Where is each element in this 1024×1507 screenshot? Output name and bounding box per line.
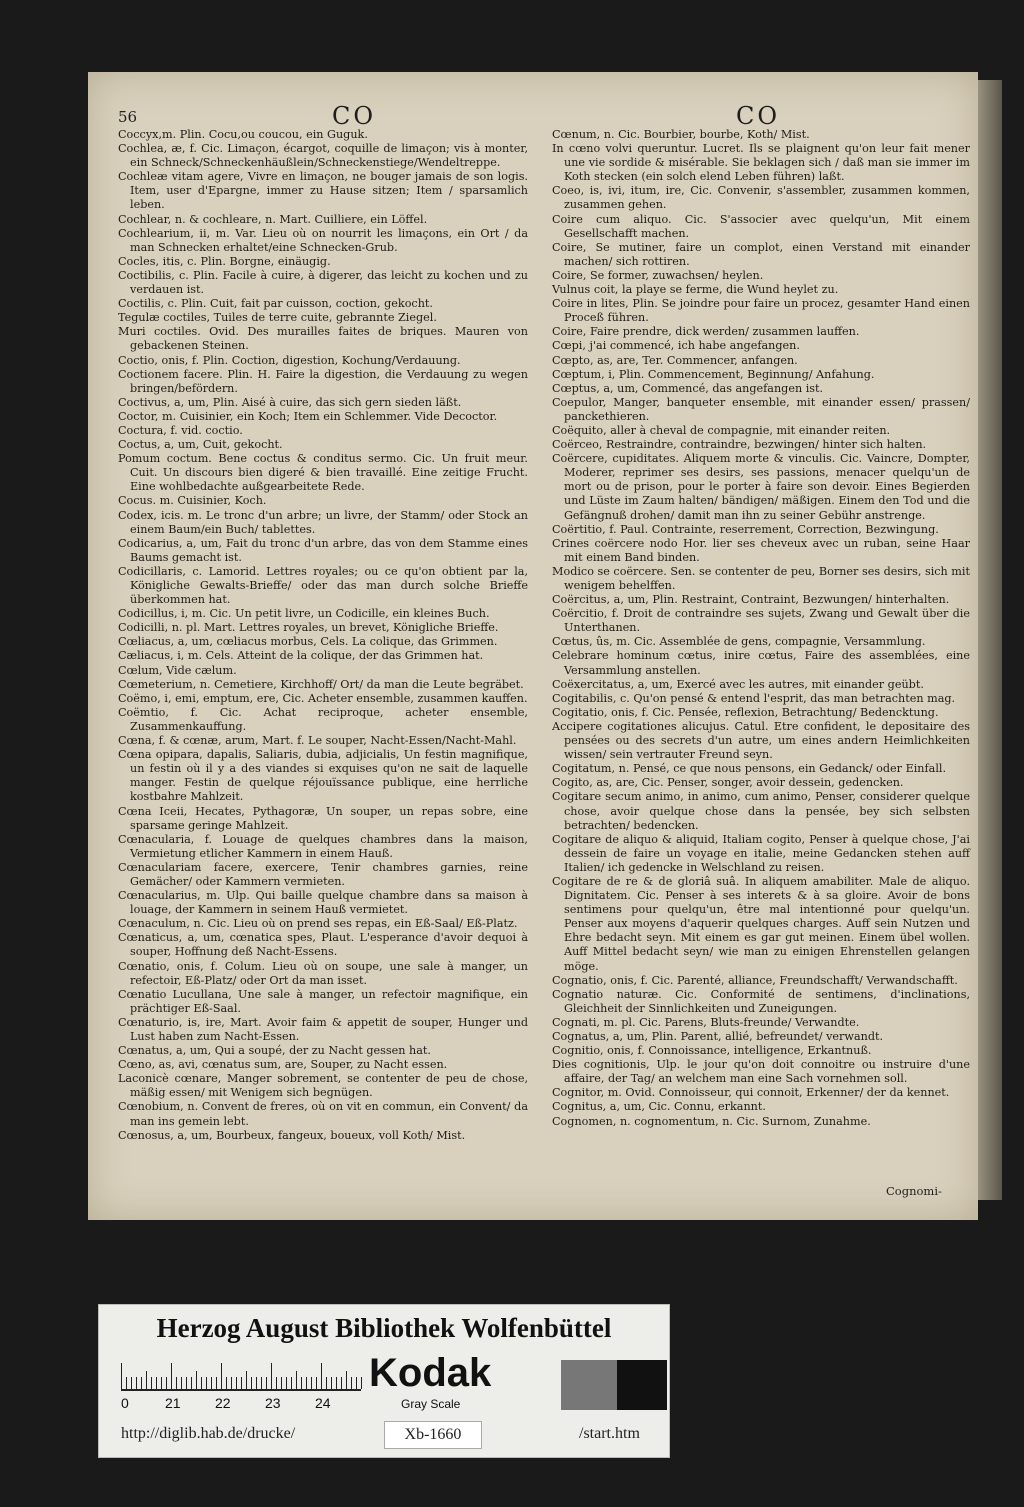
ruler-tick [256, 1377, 257, 1389]
ruler-tick [166, 1377, 167, 1389]
dictionary-entry: Coepulor, Manger, banqueter ensemble, mit einander essen/ prassen/ panckethieren. [552, 395, 970, 423]
ruler-tick [236, 1377, 237, 1389]
left-column [118, 128, 528, 1143]
ruler-tick [286, 1377, 287, 1389]
ruler-tick [296, 1371, 297, 1389]
dictionary-entry: Coërtitio, f. Paul. Contrainte, reserrement, Correction, Bezwingung. [552, 522, 939, 536]
dictionary-entry: Coctio, onis, f. Plin. Coction, digestion, Kochung/Verdauung. [118, 353, 461, 367]
dictionary-entry: Cognatus, a, um, Plin. Parent, allié, befreundet/ verwandt. [552, 1030, 884, 1043]
dictionary-entry: Coërceo, Restraindre, contraindre, bezwingen/ hinter sich halten. [552, 438, 927, 452]
dictionary-entry: Cœnaturio, is, ire, Mart. Avoir faim & appetit de souper, Hunger und Lust haben zum Nacht-Essen. [118, 1015, 528, 1043]
dictionary-entry: Cœliacus, a, um, cœliacus morbus, Cels. La colique, das Grimmen. [118, 635, 498, 649]
ruler-tick [176, 1377, 177, 1389]
dictionary-entry: Cochlear, n. & cochleare, n. Mart. Cuilliere, ein Löffel. [118, 212, 428, 226]
kodak-logo: Kodak [369, 1351, 492, 1395]
dictionary-entry: Cognatio naturæ. Cic. Conformité de sentimens, d'inclinations, Gleichheit der Sinnlichkeiten und Zuneigungen. [552, 987, 970, 1015]
dictionary-entry: Cognitor, m. Ovid. Connoisseur, qui connoit, Erkenner/ der da kennet. [552, 1086, 950, 1100]
dictionary-entry: Cochlearium, ii, m. Var. Lieu où on nourrit les limaçons, ein Ort / da man Schnecken erhaltet/eine Schnecken-Grub. [118, 226, 528, 254]
dictionary-entry: Cœlum, Vide cælum. [118, 663, 237, 677]
ruler-tick [316, 1377, 317, 1389]
dictionary-entry: Dies cognitionis, Ulp. le jour qu'on doit connoitre ou instruire d'une affaire, der Tag/ an welchem man eine Sach vornehmen soll. [552, 1058, 970, 1086]
dictionary-entry: Cochlea, æ, f. Cic. Limaçon, écargot, coquille de limaçon; vis à monter, ein Schneck/Schneckenhäußlein/Schneckenstiege/Wendeltreppe. [118, 142, 528, 170]
dictionary-entry: Coërcitio, f. Droit de contraindre ses sujets, Zwang und Gewalt über die Unterthanen. [552, 607, 970, 635]
dictionary-entry: Cognitus, a, um, Cic. Connu, erkannt. [552, 1100, 766, 1114]
scale-number: 23 [265, 1395, 281, 1411]
ruler-tick [241, 1377, 242, 1389]
ruler-tick [196, 1371, 197, 1389]
right-column [552, 128, 970, 1129]
dictionary-entry: Vulnus coit, la playe se ferme, die Wund heylet zu. [552, 283, 839, 297]
dictionary-entry: Cœnacularius, m. Ulp. Qui baille quelque chambre dans sa maison à louage, der Kammern in seinem Hauß vermietet. [118, 889, 528, 917]
dictionary-entry: Coeo, is, ivi, itum, ire, Cic. Convenir, s'assembler, zusammen kommen, zusammen gehen. [552, 184, 970, 212]
dictionary-entry: Coire cum aliquo. Cic. S'associer avec quelqu'un, Mit einem Gesellschafft machen. [552, 212, 970, 240]
dictionary-entry: Coërcitus, a, um, Plin. Restraint, Contraint, Bezwungen/ hinterhalten. [552, 593, 950, 607]
dictionary-entry: Cœnobium, n. Convent de freres, où on vit en commun, ein Convent/ da man ins gemein lebt. [118, 1100, 528, 1128]
dictionary-entry: Cœnatio, onis, f. Colum. Lieu où on soupe, une sale à manger, un refectoir, Eß-Platz/ oder Ort da man isset. [118, 959, 528, 987]
dictionary-entry: Cocus. m. Cuisinier, Koch. [118, 494, 267, 508]
dictionary-entry: Coire in lites, Plin. Se joindre pour faire un procez, gesamter Hand einen Proceß führen. [552, 297, 970, 325]
dictionary-entry: Crines coërcere nodo Hor. lier ses cheveux avec un ruban, seine Haar mit einem Band binden. [552, 536, 970, 564]
dictionary-entry: Coccyx,m. Plin. Cocu,ou coucou, ein Guguk. [118, 128, 368, 141]
ruler-tick [336, 1377, 337, 1389]
dictionary-entry: Cocles, itis, c. Plin. Borgne, einäugig. [118, 254, 331, 268]
running-head-left: CO [332, 102, 377, 130]
dictionary-entry: Coëquito, aller à cheval de compagnie, mit einander reiten. [552, 423, 891, 437]
ruler-tick [181, 1377, 182, 1389]
ruler-tick [136, 1377, 137, 1389]
dictionary-entry: Cœnaticus, a, um, cœnatica spes, Plaut. L'esperance d'avoir dequoi à souper, Hoffnung deß Nacht-Essens. [118, 931, 528, 959]
ruler-tick [126, 1377, 127, 1389]
ruler-tick [211, 1377, 212, 1389]
dictionary-entry: Cognitio, onis, f. Connoissance, intelligence, Erkantnuß. [552, 1044, 872, 1058]
dictionary-entry: Codicilli, n. pl. Mart. Lettres royales, un brevet, Königliche Brieffe. [118, 621, 499, 635]
dictionary-entry: Modico se coërcere. Sen. se contenter de peu, Borner ses desirs, sich mit wenigem behelffen. [552, 564, 970, 592]
ruler-tick [276, 1377, 277, 1389]
ruler-tick [186, 1377, 187, 1389]
ruler-tick [146, 1371, 147, 1389]
ruler-tick [216, 1377, 217, 1389]
ruler-tick [356, 1377, 357, 1389]
scale-number: 22 [215, 1395, 231, 1411]
dictionary-entry: Cæliacus, i, m. Cels. Atteint de la colique, der das Grimmen hat. [118, 649, 484, 663]
ruler-tick [226, 1377, 227, 1389]
dictionary-entry: Cœptus, a, um, Commencé, das angefangen ist. [552, 381, 824, 395]
dictionary-entry: Cœptum, i, Plin. Commencement, Beginnung/ Anfahung. [552, 367, 875, 381]
shelfmark-label: Xb-1660 [384, 1421, 482, 1449]
dictionary-entry: Coire, Se former, zuwachsen/ heylen. [552, 268, 764, 282]
ruler-tick [251, 1377, 252, 1389]
dictionary-entry: Cœnatus, a, um, Qui a soupé, der zu Nacht gessen hat. [118, 1044, 431, 1058]
dictionary-entry: Codex, icis. m. Le tronc d'un arbre; un livre, der Stamm/ oder Stock an einem Baum/ein Buch/ tablettes. [118, 508, 528, 536]
ruler-tick [161, 1377, 162, 1389]
dictionary-entry: Tegulæ coctiles, Tuiles de terre cuite, gebrannte Ziegel. [118, 311, 437, 325]
dictionary-entry: Cogitatum, n. Pensé, ce que nous pensons, ein Gedanck/ oder Einfall. [552, 762, 947, 776]
ruler-tick [306, 1377, 307, 1389]
ruler-tick [351, 1377, 352, 1389]
ruler-tick [331, 1377, 332, 1389]
url-left: http://diglib.hab.de/drucke/ [121, 1425, 296, 1442]
dictionary-entry: Cœnacularia, f. Louage de quelques chambres dans la maison, Vermietung etlicher Kammern in einem Hauß. [118, 832, 528, 860]
ruler-tick [171, 1363, 172, 1389]
dictionary-entry: Codicillus, i, m. Cic. Un petit livre, un Codicille, ein kleines Buch. [118, 607, 490, 621]
dictionary-entry: Coctura, f. vid. coctio. [118, 423, 243, 437]
dictionary-entry: Cogito, as, are, Cic. Penser, songer, avoir dessein, gedencken. [552, 776, 904, 790]
dictionary-entry: Cœna, f. & cœnæ, arum, Mart. f. Le souper, Nacht-Essen/Nacht-Mahl. [118, 734, 517, 748]
dictionary-entry: Codicarius, a, um, Fait du tronc d'un arbre, das von dem Stamme eines Baums gemacht ist. [118, 536, 528, 564]
library-name: Herzog August Bibliothek Wolfenbüttel [156, 1313, 612, 1343]
ruler-tick [341, 1377, 342, 1389]
ruler-tick [301, 1377, 302, 1389]
ruler-tick [131, 1377, 132, 1389]
gray-swatch [561, 1360, 617, 1410]
ruler-tick [121, 1363, 122, 1389]
ruler-tick [346, 1371, 347, 1389]
color-target-card [98, 1304, 670, 1458]
dictionary-entry: Cœnatio Lucullana, Une sale à manger, un refectoir magnifique, ein prächtiger Eß-Saal. [118, 987, 528, 1015]
ruler-tick [266, 1377, 267, 1389]
running-head-right: CO [736, 102, 781, 130]
ruler-tick [326, 1377, 327, 1389]
dictionary-entry: Muri coctiles. Ovid. Des murailles faites de briques. Mauren von gebackenen Steinen. [118, 325, 528, 353]
dictionary-entry: Cœna Iceii, Hecates, Pythagoræ, Un souper, un repas sobre, eine sparsame geringe Mahlzeit. [118, 804, 528, 832]
dictionary-entry: Cogitare de re & de gloriâ suâ. In aliquem amabiliter. Male de aliquo. Dignitatem. Cic. Penser à ses interets & à sa gloire. Avoir de bons sentimens pour quelqu'un, être mal intentionné pour quelqu'un. Penser aux moyens d'aquerir quelques charges. Auff sein Nutzen und Ehre bedacht seyn. Mit einem es gar gut meinen. Einem übel wollen. Auff Mittel bedacht seyn/ wie man zu einigen Ehrenstellen gelangen möge. [552, 874, 970, 973]
dictionary-entry: Laconicè cœnare, Manger sobrement, se contenter de peu de chose, mäßig essen/ mit Wenigem sich begnügen. [118, 1072, 528, 1100]
ruler-tick [311, 1377, 312, 1389]
ruler-tick [191, 1377, 192, 1389]
dictionary-entry: Cœpto, as, are, Ter. Commencer, anfangen. [552, 353, 798, 367]
dictionary-entry: Cogitatio, onis, f. Cic. Pensée, reflexion, Betrachtung/ Bedencktung. [552, 705, 939, 719]
dictionary-entry: Cognati, m. pl. Cic. Parens, Bluts-freunde/ Verwandte. [552, 1015, 860, 1029]
dictionary-entry: Coctor, m. Cuisinier, ein Koch; Item ein Schlemmer. Vide Decoctor. [118, 409, 498, 423]
ruler-tick [141, 1377, 142, 1389]
dictionary-entry: Celebrare hominum cœtus, inire cœtus, Faire des assemblées, eine Versammlung anstellen. [552, 649, 970, 677]
ruler-tick [231, 1377, 232, 1389]
dictionary-entry: Coëxercitatus, a, um, Exercé avec les autres, mit einander geübt. [552, 677, 924, 691]
dictionary-entry: Cœnosus, a, um, Bourbeux, fangeux, boueux, voll Koth/ Mist. [118, 1128, 466, 1142]
dictionary-entry: Cognomen, n. cognomentum, n. Cic. Surnom, Zunahme. [552, 1114, 871, 1128]
dictionary-entry: Cœnaculariam facere, exercere, Tenir chambres garnies, reine Gemächer/ oder Kammern vermieten. [118, 860, 528, 888]
dictionary-entry: Cœtus, ûs, m. Cic. Assemblée de gens, compagnie, Versammlung. [552, 635, 926, 649]
ruler-scale [121, 1363, 361, 1391]
dictionary-entry: Cœno, as, avi, cœnatus sum, are, Souper, zu Nacht essen. [118, 1058, 448, 1072]
page-number: 56 [118, 108, 138, 126]
scale-number: 24 [315, 1395, 331, 1411]
dictionary-entry: Cochleæ vitam agere, Vivre en limaçon, ne bouger jamais de son logis. Item, user d'Epargne, immer zu Hause sitzen; Item / sparsamlich leben. [118, 170, 528, 212]
dictionary-entry: Coctivus, a, um, Plin. Aisé à cuire, das sich gern sieden läßt. [118, 395, 462, 409]
ruler-tick [261, 1377, 262, 1389]
dictionary-entry: Coire, Se mutiner, faire un complot, einen Verstand mit einander machen/ sich rottiren. [552, 240, 970, 268]
ruler-tick [151, 1377, 152, 1389]
dictionary-entry: Pomum coctum. Bene coctus & conditus sermo. Cic. Un fruit meur. Cuit. Un discours bien digeré & bien travaillé. Eine zeitige Frucht. Eine wohlbedachte außgearbeitete Rede. [118, 452, 528, 494]
dictionary-entry: Coire, Faire prendre, dick werden/ zusammen lauffen. [552, 325, 860, 339]
url-right: /start.htm [579, 1425, 640, 1442]
ruler-tick [361, 1377, 362, 1389]
dictionary-entry: Cogitare de aliquo & aliquid, Italiam cogito, Penser à quelque chose, J'ai dessein de faire un voyage en italie, meine Gedancken stehen auff Italien/ ich gedencke in Welschland zu reisen. [552, 832, 970, 874]
dictionary-entry: Coërcere, cupiditates. Aliquem morte & vinculis. Cic. Vaincre, Dompter, Moderer, reprimer ses desirs, ses passions, menacer quelqu'un de mort ou de prison, pour le porter à faire son devoir. Eines Begierden und Lüste im Zaum halten/ bändigen/ mäßigen. Einem den Tod und die Gefängnuß drohen/ damit man ihn zu seiner Gebühr anstrenge. [552, 452, 970, 522]
ruler-tick [201, 1377, 202, 1389]
ruler-tick [156, 1377, 157, 1389]
dictionary-entry: Cœmeterium, n. Cemetiere, Kirchhoff/ Ort/ da man die Leute begräbet. [118, 677, 524, 691]
dictionary-entry: Coctilis, c. Plin. Cuit, fait par cuisson, coction, gekocht. [118, 297, 433, 311]
dictionary-entry: Codicillaris, c. Lamorid. Lettres royales; ou ce qu'on obtient par la, Königliche Gewalts-Brieffe/ oder das man durch solche Brieffe überkommen hat. [118, 564, 528, 607]
dictionary-entry: Coctus, a, um, Cuit, gekocht. [118, 438, 283, 452]
catchword: Cognomi- [886, 1184, 942, 1198]
dictionary-entry: Cognatio, onis, f. Cic. Parenté, alliance, Freundschafft/ Verwandschafft. [552, 973, 958, 987]
dictionary-entry: Cogitabilis, c. Qu'on pensé & entend l'esprit, das man betrachten mag. [552, 691, 956, 705]
scale-number: 21 [165, 1395, 181, 1411]
dictionary-entry: Coëmo, i, emi, emptum, ere, Cic. Acheter ensemble, zusammen kauffen. [118, 691, 528, 705]
ruler-tick [246, 1371, 247, 1389]
dictionary-entry: Cœnum, n. Cic. Bourbier, bourbe, Koth/ Mist. [552, 128, 810, 141]
dictionary-entry: Cœna opipara, dapalis, Saliaris, dubia, adjicialis, Un festin magnifique, un festin où il y a des viandes si exquises qu'on ne sait de laquelle manger. Festin de quelque réjouïssance publique, eine herrliche kostbahre Mahlzeit. [118, 748, 528, 804]
ruler-tick [221, 1363, 222, 1389]
ruler-tick [281, 1377, 282, 1389]
dictionary-entry: Accipere cogitationes alicujus. Catul. Etre confident, le depositaire des pensées ou des secrets d'un autre, um eines andern Heimlichkeiten wissen/ sein vertrauter Freund seyn. [552, 719, 970, 762]
dictionary-entry: In cœno volvi queruntur. Lucret. Ils se plaignent qu'on leur fait mener une vie sordide & misérable. Sie beklagen sich / daß man sie immer im Koth stecken (ein solch elend Leben führen) laßt. [552, 142, 970, 184]
dictionary-entry: Coctionem facere. Plin. H. Faire la digestion, die Verdauung zu wegen bringen/befördern. [118, 367, 528, 395]
dictionary-entry: Cœnaculum, n. Cic. Lieu où on prend ses repas, ein Eß-Saal/ Eß-Platz. [118, 917, 518, 931]
dictionary-entry: Cœpi, j'ai commencé, ich habe angefangen. [552, 339, 800, 353]
ruler-tick [271, 1363, 272, 1389]
gray-scale-label: Gray Scale [401, 1397, 461, 1411]
scale-number: 0 [121, 1395, 129, 1411]
ruler-tick [321, 1363, 322, 1389]
dictionary-entry: Coctibilis, c. Plin. Facile à cuire, à digerer, das leicht zu kochen und zu verdauen ist. [118, 268, 528, 297]
dictionary-entry: Cogitare secum animo, in animo, cum animo, Penser, considerer quelque chose, avoir quelque chose dans la pensée, bey sich selbsten betrachten/ bedencken. [552, 790, 970, 832]
black-swatch [617, 1360, 667, 1410]
ruler-tick [291, 1377, 292, 1389]
ruler-tick [206, 1377, 207, 1389]
dictionary-entry: Coëmtio, f. Cic. Achat reciproque, acheter ensemble, Zusammenkauffung. [118, 705, 528, 733]
